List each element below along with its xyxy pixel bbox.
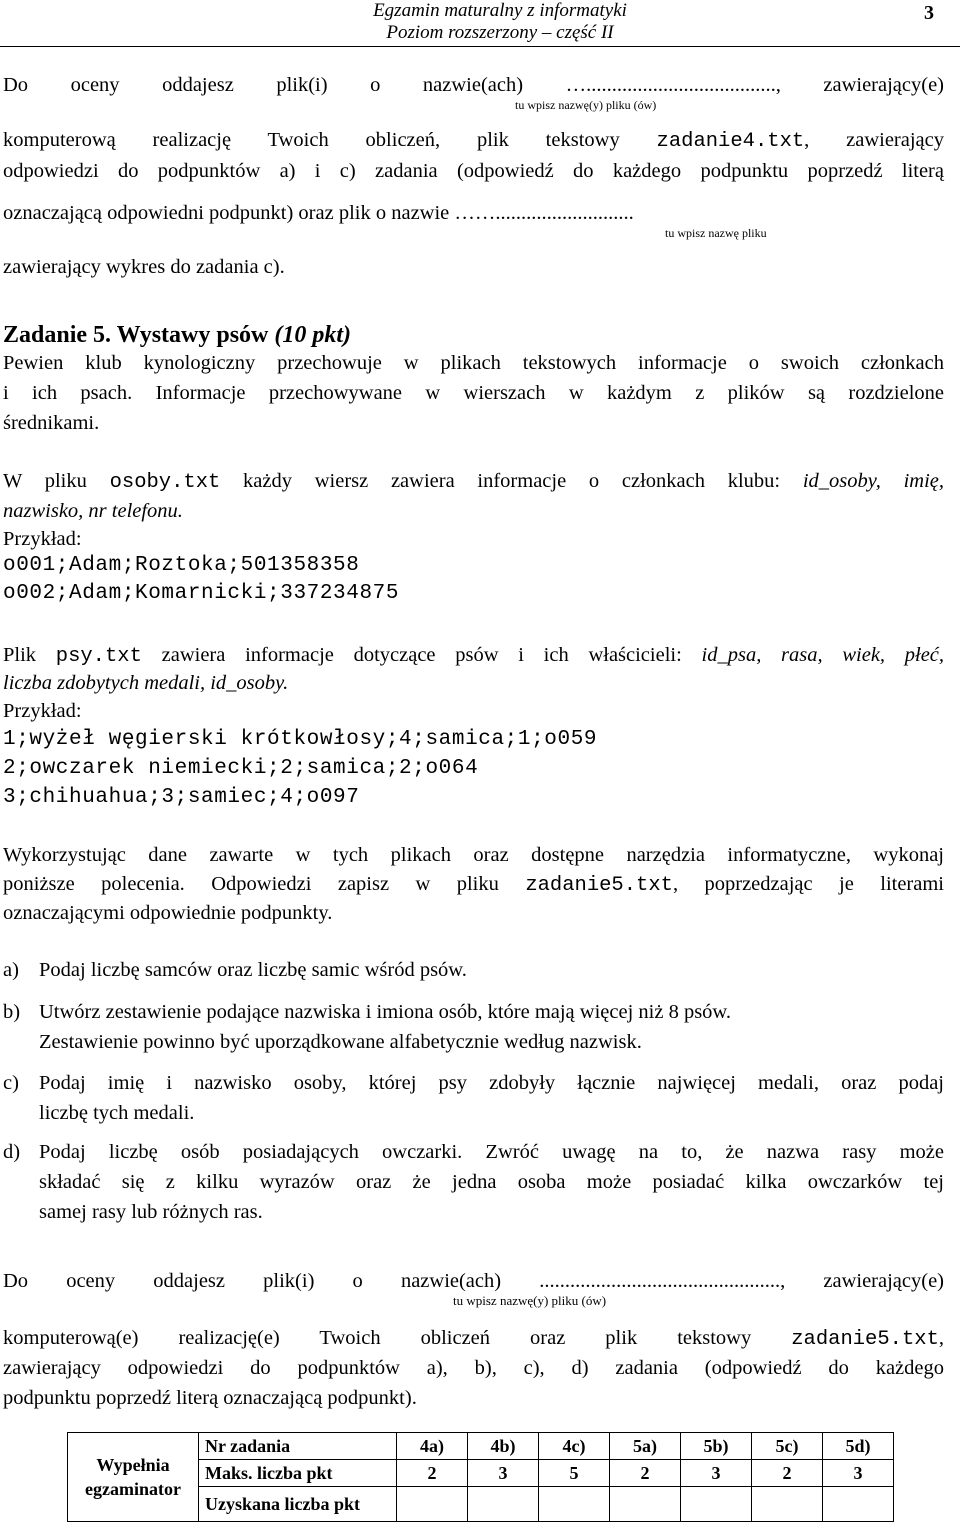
obtained-points-cell[interactable] (681, 1487, 752, 1522)
psy-fields: liczba zdobytych medali, id_osoby. (3, 672, 289, 694)
psy-example-2: 2;owczarek niemiecki;2;samica;2;o064 (3, 757, 479, 780)
max-points-cell: 2 (397, 1460, 468, 1487)
subtask-a: a) Podaj liczbę samców oraz liczbę samic wśród psów. (3, 959, 467, 981)
instructions-2: poniższe polecenia. Odpowiedzi zapisz w pliku zadanie5.txt, poprzedzając je literami (3, 873, 945, 897)
obtained-points-cell[interactable] (397, 1487, 468, 1522)
obtained-points-cell[interactable] (468, 1487, 539, 1522)
top-line-2: komputerową realizację Twoich obliczeń, plik tekstowy zadanie4.txt, zawierający (3, 129, 944, 153)
file-name-zadanie4: zadanie4.txt (656, 130, 805, 153)
row-label-max-points: Maks. liczba pkt (199, 1460, 397, 1487)
bottom-files-line: Do oceny oddajesz plik(i) o nazwie(ach) ..............................................., zawierający(e) (3, 1270, 944, 1292)
osoby-fields: nazwisko, nr telefonu. (3, 500, 183, 522)
instructions-3: oznaczającymi odpowiednie podpunkty. (3, 902, 333, 924)
file-name-zadanie5: zadanie5.txt (525, 874, 673, 897)
task-intro-2: i ich psach. Informacje przechowywane w wierszach w każdym z plików są rozdzielone (3, 382, 944, 404)
obtained-points-cell[interactable] (752, 1487, 823, 1522)
top-line-5: zawierający wykres do zadania c). (3, 256, 285, 278)
max-points-cell: 3 (681, 1460, 752, 1487)
task-title: Zadanie 5. Wystawy psów (10 pkt) (3, 322, 352, 348)
obtained-points-cell[interactable] (610, 1487, 681, 1522)
task-number-cell: 4a) (397, 1433, 468, 1460)
osoby-example-label: Przykład: (3, 528, 82, 550)
osoby-example-1: o001;Adam;Roztoka;501358358 (3, 554, 360, 577)
bottom-files-hint: tu wpisz nazwę(y) pliku (ów) (453, 1293, 607, 1308)
score-table-side-label: Wypełnia egzaminator (68, 1433, 199, 1522)
top-chart-hint: tu wpisz nazwę pliku (665, 226, 767, 240)
obtained-points-cell[interactable] (823, 1487, 894, 1522)
header-rule (0, 46, 960, 47)
top-files-hint: tu wpisz nazwę(y) pliku (ów) (515, 98, 657, 112)
osoby-description: W pliku osoby.txt każdy wiersz zawiera informacje o członkach klubu: id_osoby, imię, (3, 470, 945, 494)
psy-example-label: Przykład: (3, 700, 82, 722)
task-number-cell: 5d) (823, 1433, 894, 1460)
psy-description: Plik psy.txt zawiera informacje dotyczące psów i ich właścicieli: id_psa, rasa, wiek, płeć, (3, 644, 945, 668)
page-number: 3 (924, 2, 934, 24)
header-subtitle: Poziom rozszerzony – część II (386, 22, 614, 43)
max-points-cell: 2 (610, 1460, 681, 1487)
subtask-b: b) Utwórz zestawienie podające nazwiska i imiona osób, które mają więcej niż 8 psów. Zestawienie powinno być uporządkowane alfabetycznie według nazwisk. (3, 1001, 732, 1053)
score-table (67, 1432, 894, 1522)
bottom-line-3: zawierający odpowiedzi do podpunktów a), b), c), d) zadania (odpowiedź do każdego (3, 1357, 944, 1379)
bottom-line-2: komputerową(e) realizację(e) Twoich obliczeń oraz plik tekstowy zadanie5.txt, (3, 1327, 944, 1351)
file-name-osoby: osoby.txt (109, 471, 221, 494)
top-files-line: Do oceny oddajesz plik(i) o nazwie(ach) …....................................., zawierający(e) (3, 74, 944, 96)
psy-example-1: 1;wyżeł węgierski krótkowłosy;4;samica;1;o059 (3, 728, 598, 751)
subtask-d: d) Podaj liczbę osób posiadających owczarki. Zwróć uwagę na to, że nazwa rasy może składać się z kilku wyrazów oraz że jedna osoba może posiadać kilka owczarków tej samej rasy lub różnych ras. (3, 1141, 944, 1223)
task-number-cell: 4b) (468, 1433, 539, 1460)
header-title: Egzamin maturalny z informatyki (373, 0, 627, 21)
file-name-zadanie5-bottom: zadanie5.txt (791, 1328, 939, 1351)
obtained-points-cell[interactable] (539, 1487, 610, 1522)
task-number-cell: 5b) (681, 1433, 752, 1460)
row-label-task-number: Nr zadania (199, 1433, 397, 1460)
max-points-cell: 5 (539, 1460, 610, 1487)
bottom-line-4: podpunktu poprzedź literą oznaczającą podpunkt). (3, 1387, 417, 1409)
psy-example-3: 3;chihuahua;3;samiec;4;o097 (3, 786, 360, 809)
top-line-3: odpowiedzi do podpunktów a) i c) zadania (odpowiedź do każdego podpunktu poprzedź literą (3, 160, 944, 182)
instructions-1: Wykorzystując dane zawarte w tych plikach oraz dostępne narzędzia informatyczne, wykonaj (3, 844, 944, 866)
task-intro-1: Pewien klub kynologiczny przechowuje w plikach tekstowych informacje o swoich członkach (3, 352, 944, 374)
row-label-obtained-points: Uzyskana liczba pkt (199, 1487, 397, 1522)
top-line-4: oznaczającą odpowiedni podpunkt) oraz plik o nazwie ……........................... (3, 202, 634, 224)
task-intro-3: średnikami. (3, 412, 100, 434)
osoby-example-2: o002;Adam;Komarnicki;337234875 (3, 582, 400, 605)
task-number-cell: 5a) (610, 1433, 681, 1460)
task-number-cell: 4c) (539, 1433, 610, 1460)
subtask-c: c) Podaj imię i nazwisko osoby, której psy zdobyły łącznie najwięcej medali, oraz podaj liczbę tych medali. (3, 1072, 944, 1124)
max-points-cell: 2 (752, 1460, 823, 1487)
max-points-cell: 3 (823, 1460, 894, 1487)
max-points-cell: 3 (468, 1460, 539, 1487)
task-number-cell: 5c) (752, 1433, 823, 1460)
file-name-psy: psy.txt (55, 645, 142, 668)
